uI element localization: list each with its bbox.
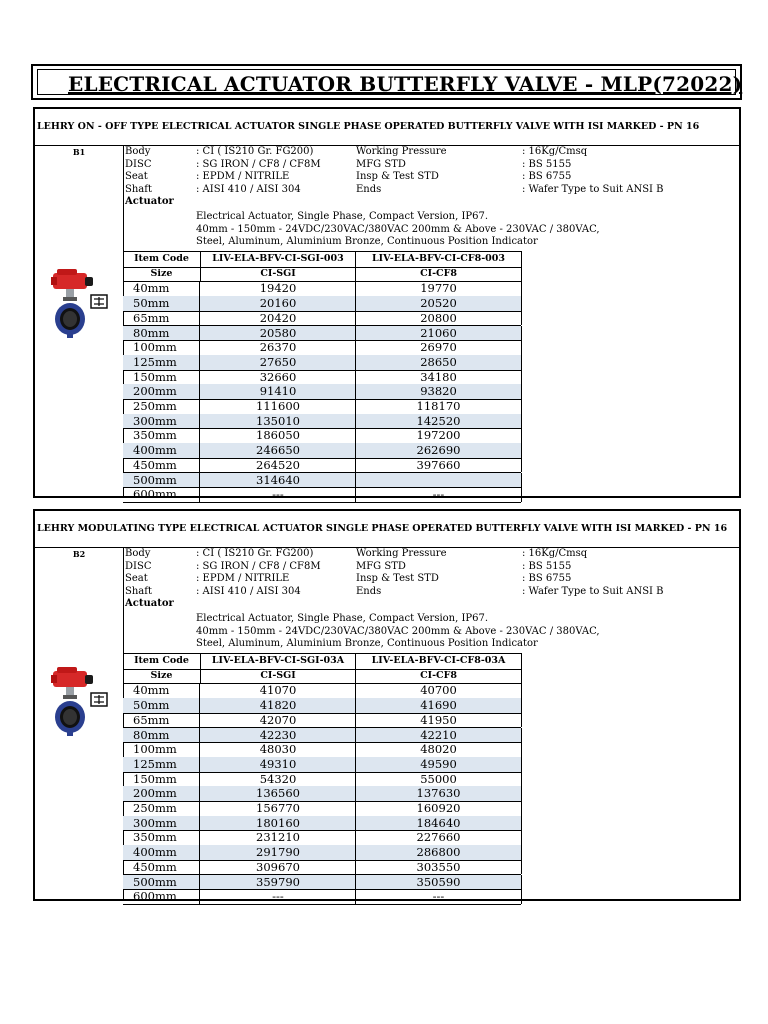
size-cell: 80mm xyxy=(123,326,200,341)
spec-wp-value: : 16Kg/Cmsq xyxy=(522,548,588,559)
ci-sgi-price: 27650 xyxy=(201,355,356,370)
section-heading: LEHRY MODULATING TYPE ELECTRICAL ACTUATOR SINGLE PHASE OPERATED BUTTERFLY VALVE WITH ISI MARKED - PN 16 xyxy=(37,523,728,534)
ci-sgi-price: 91410 xyxy=(201,384,356,399)
product-image-column xyxy=(35,547,124,899)
table-row xyxy=(123,384,521,400)
size-cell: 40mm xyxy=(123,281,200,296)
spec-body-label: Body xyxy=(125,548,151,559)
spec-shaft-value: : AISI 410 / AISI 304 xyxy=(196,183,301,195)
table-row xyxy=(123,355,521,371)
ci-sgi-price: 19420 xyxy=(201,281,356,296)
table-row xyxy=(123,281,521,297)
table-row xyxy=(123,742,521,758)
ci-sgi-price: 291790 xyxy=(201,845,356,860)
size-cell: 250mm xyxy=(123,801,200,816)
ci-sgi-price: 309670 xyxy=(201,860,356,875)
ci-sgi-price: 264520 xyxy=(201,458,356,473)
size-cell: Size xyxy=(123,267,201,282)
spec-insp-value: : BS 6755 xyxy=(522,171,572,182)
spec-insp-label: Insp & Test STD xyxy=(356,573,439,584)
ci-cf8-price: 137630 xyxy=(356,786,522,801)
product-code: B1 xyxy=(72,147,86,157)
ci-cf8-price: 34180 xyxy=(356,370,522,385)
product-image-column xyxy=(35,145,124,496)
table-header-materials xyxy=(123,267,521,283)
ci-cf8-price: 93820 xyxy=(356,384,522,399)
table-row xyxy=(123,326,521,342)
table-header-materials xyxy=(123,669,521,685)
ci-sgi-price: 180160 xyxy=(201,816,356,831)
ci-sgi-price: 41070 xyxy=(201,683,356,698)
ci-sgi-price: 48030 xyxy=(201,742,356,757)
size-cell: 50mm xyxy=(123,296,200,311)
spec-seat-label: Seat xyxy=(125,171,148,182)
spec-ends-label: Ends xyxy=(356,183,382,195)
table-row xyxy=(123,458,521,474)
actuator-description-line: 40mm - 150mm - 24VDC/230VAC/380VAC 200mm & Above - 230VAC / 380VAC, xyxy=(196,223,600,235)
ci-cf8-price: 397660 xyxy=(356,458,522,473)
title-box xyxy=(31,64,742,100)
spec-actuator-label: Actuator xyxy=(125,196,174,207)
size-cell: 350mm xyxy=(123,428,200,443)
ci-sgi-price: 135010 xyxy=(201,414,356,429)
ci-sgi-price: 314640 xyxy=(201,473,356,488)
ci-cf8-price: 19770 xyxy=(356,281,522,296)
ci-sgi-price: 359790 xyxy=(201,875,356,890)
table-row xyxy=(123,875,521,891)
table-row xyxy=(123,713,521,729)
spec-disc-value: : SG IRON / CF8 / CF8M xyxy=(196,158,321,170)
ci-cf8-price: 48020 xyxy=(356,742,522,757)
table-row xyxy=(123,860,521,876)
ci-cf8-price: --- xyxy=(356,487,522,502)
section-heading-box xyxy=(35,511,739,548)
table-row xyxy=(123,801,521,817)
ci-cf8-price: LIV-ELA-BFV-CI-CF8-03A xyxy=(356,654,522,669)
product-section xyxy=(33,509,741,904)
ci-cf8-price: LIV-ELA-BFV-CI-CF8-003 xyxy=(356,252,522,267)
table-row xyxy=(123,399,521,415)
ci-cf8-price: 286800 xyxy=(356,845,522,860)
size-cell: 400mm xyxy=(123,845,200,860)
table-row xyxy=(123,757,521,773)
size-cell: 450mm xyxy=(123,860,200,875)
ci-sgi-price: 156770 xyxy=(201,801,356,816)
ci-cf8-price: 20800 xyxy=(356,311,522,326)
table-row xyxy=(123,311,521,327)
spec-mfg-label: MFG STD xyxy=(356,560,406,572)
spec-disc-label: DISC xyxy=(125,560,152,572)
size-cell: 400mm xyxy=(123,443,200,458)
ci-cf8-price: 41950 xyxy=(356,713,522,728)
table-row xyxy=(123,473,521,489)
table-row xyxy=(123,370,521,386)
ci-sgi-price: CI-SGI xyxy=(201,267,356,282)
ci-sgi-price: 136560 xyxy=(201,786,356,801)
size-cell: Size xyxy=(123,669,201,684)
actuator-description-line: Steel, Aluminum, Aluminium Bronze, Continuous Position Indicator xyxy=(196,236,538,247)
table-row xyxy=(123,845,521,861)
spec-ends-value: : Wafer Type to Suit ANSI B xyxy=(522,183,664,195)
size-cell: 150mm xyxy=(123,370,200,385)
spec-wp-value: : 16Kg/Cmsq xyxy=(522,146,588,157)
actuator-description-line: Electrical Actuator, Single Phase, Compact Version, IP67. xyxy=(196,613,489,624)
valve-product-image xyxy=(49,267,111,343)
ci-cf8-price: 26970 xyxy=(356,340,522,355)
ci-sgi-price: 20160 xyxy=(201,296,356,311)
ci-sgi-price: 20580 xyxy=(201,326,356,341)
size-cell: 125mm xyxy=(123,355,200,370)
ci-cf8-price: CI-CF8 xyxy=(356,267,522,282)
ci-cf8-price: 262690 xyxy=(356,443,522,458)
price-table xyxy=(123,251,522,502)
page-title: ELECTRICAL ACTUATOR BUTTERFLY VALVE - MLP(72022) xyxy=(68,72,743,96)
spec-disc-value: : SG IRON / CF8 / CF8M xyxy=(196,560,321,572)
table-row xyxy=(123,443,521,459)
spec-insp-label: Insp & Test STD xyxy=(356,171,439,182)
ci-sgi-price: 41820 xyxy=(201,698,356,713)
section-heading: LEHRY ON - OFF TYPE ELECTRICAL ACTUATOR SINGLE PHASE OPERATED BUTTERFLY VALVE WITH ISI MARKED - PN 16 xyxy=(37,121,700,132)
ci-cf8-price: 118170 xyxy=(356,399,522,414)
spec-ends-value: : Wafer Type to Suit ANSI B xyxy=(522,585,664,597)
table-header-codes xyxy=(123,654,521,670)
spec-actuator-label: Actuator xyxy=(125,598,174,609)
size-cell: Item Code xyxy=(123,252,201,267)
size-cell: 65mm xyxy=(123,311,200,326)
ci-sgi-price: 231210 xyxy=(201,830,356,845)
section-heading-box xyxy=(35,109,739,146)
ci-cf8-price: 28650 xyxy=(356,355,522,370)
ci-sgi-price: 42070 xyxy=(201,713,356,728)
size-cell: 80mm xyxy=(123,728,200,743)
table-header-codes xyxy=(123,252,521,268)
size-cell: 100mm xyxy=(123,340,200,355)
table-row xyxy=(123,428,521,444)
table-row xyxy=(123,487,521,503)
size-cell: 350mm xyxy=(123,830,200,845)
spec-body-value: : CI ( IS210 Gr. FG200) xyxy=(196,548,314,559)
size-cell: 500mm xyxy=(123,473,200,488)
spec-wp-label: Working Pressure xyxy=(356,146,447,157)
ci-sgi-price: 186050 xyxy=(201,428,356,443)
size-cell: 600mm xyxy=(123,487,200,502)
size-cell: 450mm xyxy=(123,458,200,473)
spec-shaft-value: : AISI 410 / AISI 304 xyxy=(196,585,301,597)
ci-cf8-price: 184640 xyxy=(356,816,522,831)
product-section xyxy=(33,107,741,502)
spec-shaft-label: Shaft xyxy=(125,585,152,597)
price-table xyxy=(123,653,522,904)
ci-sgi-price: LIV-ELA-BFV-CI-SGI-03A xyxy=(201,654,356,669)
valve-product-image xyxy=(49,665,111,741)
size-cell: 65mm xyxy=(123,713,200,728)
spec-shaft-label: Shaft xyxy=(125,183,152,195)
spec-seat-value: : EPDM / NITRILE xyxy=(196,171,290,182)
ci-sgi-price: LIV-ELA-BFV-CI-SGI-003 xyxy=(201,252,356,267)
ci-cf8-price: 49590 xyxy=(356,757,522,772)
size-cell: 150mm xyxy=(123,772,200,787)
table-row xyxy=(123,414,521,430)
table-row xyxy=(123,728,521,744)
ci-sgi-price: --- xyxy=(201,889,356,904)
table-row xyxy=(123,683,521,699)
ci-sgi-price: 54320 xyxy=(201,772,356,787)
spec-body-label: Body xyxy=(125,146,151,157)
spec-disc-label: DISC xyxy=(125,158,152,170)
actuator-description-line: 40mm - 150mm - 24VDC/230VAC/380VAC 200mm & Above - 230VAC / 380VAC, xyxy=(196,625,600,637)
table-row xyxy=(123,889,521,905)
table-row xyxy=(123,296,521,312)
spec-mfg-label: MFG STD xyxy=(356,158,406,170)
table-row xyxy=(123,340,521,356)
ci-cf8-price: 350590 xyxy=(356,875,522,890)
table-row xyxy=(123,816,521,832)
ci-cf8-price: 41690 xyxy=(356,698,522,713)
size-cell: 200mm xyxy=(123,384,200,399)
ci-cf8-price: 303550 xyxy=(356,860,522,875)
ci-sgi-price: --- xyxy=(201,487,356,502)
table-row xyxy=(123,772,521,788)
ci-cf8-price: 21060 xyxy=(356,326,522,341)
title-inner-border xyxy=(37,69,743,96)
ci-sgi-price: 42230 xyxy=(201,728,356,743)
ci-sgi-price: 32660 xyxy=(201,370,356,385)
spec-seat-value: : EPDM / NITRILE xyxy=(196,573,290,584)
spec-seat-label: Seat xyxy=(125,573,148,584)
table-row xyxy=(123,830,521,846)
size-cell: 100mm xyxy=(123,742,200,757)
ci-cf8-price: --- xyxy=(356,889,522,904)
ci-cf8-price: 42210 xyxy=(356,728,522,743)
size-cell: 50mm xyxy=(123,698,200,713)
size-cell: 125mm xyxy=(123,757,200,772)
size-cell: 200mm xyxy=(123,786,200,801)
spec-mfg-value: : BS 5155 xyxy=(522,560,572,572)
spec-mfg-value: : BS 5155 xyxy=(522,158,572,170)
size-cell: 40mm xyxy=(123,683,200,698)
ci-sgi-price: 49310 xyxy=(201,757,356,772)
ci-cf8-price: 55000 xyxy=(356,772,522,787)
ci-cf8-price xyxy=(356,473,522,488)
ci-cf8-price: 142520 xyxy=(356,414,522,429)
spec-wp-label: Working Pressure xyxy=(356,548,447,559)
ci-cf8-price: 40700 xyxy=(356,683,522,698)
size-cell: 300mm xyxy=(123,816,200,831)
ci-sgi-price: 111600 xyxy=(201,399,356,414)
ci-cf8-price: 227660 xyxy=(356,830,522,845)
ci-sgi-price: 26370 xyxy=(201,340,356,355)
size-cell: 600mm xyxy=(123,889,200,904)
actuator-description-line: Electrical Actuator, Single Phase, Compact Version, IP67. xyxy=(196,211,489,222)
product-code: B2 xyxy=(72,549,86,559)
ci-sgi-price: 20420 xyxy=(201,311,356,326)
ci-sgi-price: 246650 xyxy=(201,443,356,458)
size-cell: 500mm xyxy=(123,875,200,890)
table-row xyxy=(123,698,521,714)
spec-ends-label: Ends xyxy=(356,585,382,597)
size-cell: Item Code xyxy=(123,654,201,669)
size-cell: 250mm xyxy=(123,399,200,414)
ci-cf8-price: CI-CF8 xyxy=(356,669,522,684)
table-row xyxy=(123,786,521,802)
actuator-description-line: Steel, Aluminum, Aluminium Bronze, Continuous Position Indicator xyxy=(196,638,538,649)
spec-body-value: : CI ( IS210 Gr. FG200) xyxy=(196,146,314,157)
ci-cf8-price: 20520 xyxy=(356,296,522,311)
ci-cf8-price: 160920 xyxy=(356,801,522,816)
ci-cf8-price: 197200 xyxy=(356,428,522,443)
spec-insp-value: : BS 6755 xyxy=(522,573,572,584)
size-cell: 300mm xyxy=(123,414,200,429)
ci-sgi-price: CI-SGI xyxy=(201,669,356,684)
